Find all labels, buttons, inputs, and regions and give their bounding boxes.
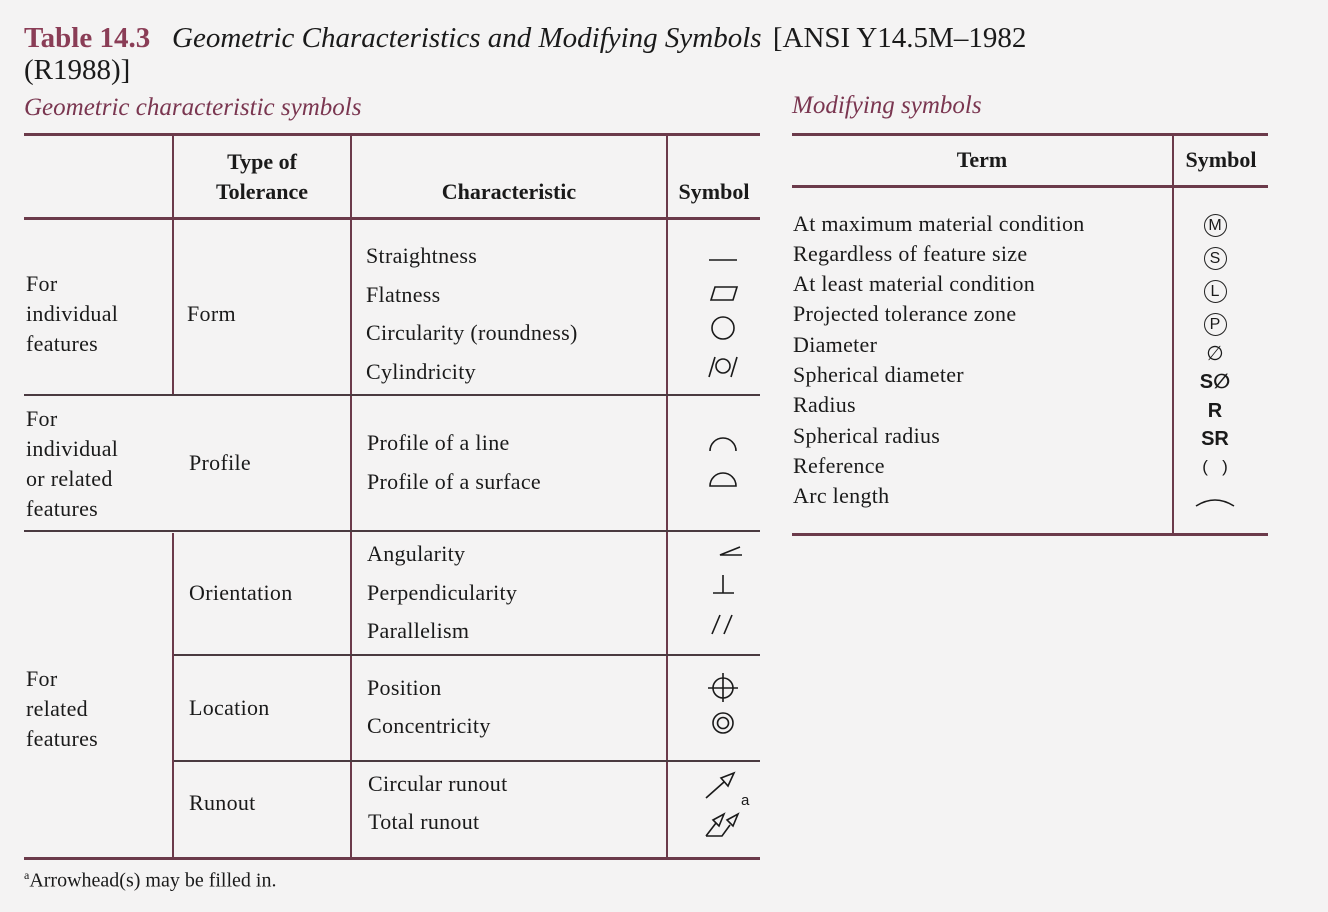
spherical-radius-icon: SR — [1201, 428, 1229, 450]
characteristic-position: Position — [367, 675, 442, 700]
type-profile: Profile — [189, 450, 251, 475]
characteristic-concentricity: Concentricity — [367, 713, 491, 738]
header-line: Type of — [227, 149, 297, 174]
concentricity-icon — [713, 713, 733, 733]
term-spherical-radius: Spherical radius — [793, 423, 941, 448]
top-rule — [792, 133, 1268, 136]
parallelism-icon — [712, 615, 732, 634]
applies-line: or related — [26, 466, 113, 491]
header-rule — [792, 185, 1268, 188]
header-line: Tolerance — [215, 179, 309, 204]
term-mmc: At maximum material condition — [793, 211, 1085, 236]
applies-to-individual — [26, 269, 118, 359]
header-symbol: Symbol — [1185, 147, 1257, 172]
circularity-icon — [712, 317, 734, 339]
term-projected-zone: Projected tolerance zone — [793, 301, 1017, 326]
applies-line: individual — [26, 301, 119, 326]
modifying-caption: Modifying symbols — [792, 92, 982, 119]
applies-line: related — [26, 696, 88, 721]
geometric-caption: Geometric characteristic symbols — [24, 94, 362, 121]
characteristic-straightness: Straightness — [366, 243, 478, 268]
perpendicularity-icon — [713, 575, 734, 593]
characteristic-circularity: Circularity (roundness) — [366, 320, 578, 345]
term-diameter: Diameter — [793, 332, 878, 357]
header-rule — [24, 217, 760, 220]
total-runout-icon — [706, 814, 738, 836]
term-reference: Reference — [793, 453, 885, 478]
diameter-icon: ∅ — [1206, 343, 1224, 365]
cylindricity-icon — [709, 357, 737, 377]
applies-line: For — [26, 666, 58, 691]
radius-icon: R — [1207, 400, 1223, 422]
characteristic-profile-surface: Profile of a surface — [367, 469, 541, 494]
applies-to-related — [26, 664, 98, 754]
circled-l: L — [1204, 280, 1227, 303]
table-standard: [ANSI Y14.5M–1982 — [772, 22, 1027, 54]
header-characteristic: Characteristic — [441, 179, 577, 204]
characteristic-angularity: Angularity — [367, 541, 466, 566]
applies-line: individual — [26, 436, 119, 461]
spherical-diameter-icon: S∅ — [1199, 371, 1231, 393]
rfs-icon — [1185, 241, 1245, 271]
characteristic-profile-line: Profile of a line — [367, 430, 510, 455]
characteristic-total-runout: Total runout — [368, 809, 480, 834]
footnote-marker: a — [24, 868, 30, 882]
type-form: Form — [187, 301, 236, 326]
applies-line: features — [26, 726, 99, 751]
footnote-text: Arrowhead(s) may be filled in. — [29, 869, 277, 892]
characteristic-flatness: Flatness — [366, 282, 441, 307]
characteristic-perpendicularity: Perpendicularity — [367, 580, 518, 605]
flatness-icon — [711, 287, 737, 300]
characteristic-parallelism: Parallelism — [367, 618, 470, 643]
mmc-icon — [1185, 208, 1245, 238]
header-term: Term — [956, 147, 1008, 172]
term-spherical-diameter: Spherical diameter — [793, 362, 964, 387]
circled-p: P — [1204, 313, 1227, 336]
type-runout: Runout — [189, 790, 256, 815]
term-lmc: At least material condition — [793, 271, 1036, 296]
bottom-rule — [24, 857, 760, 860]
circular-runout-icon — [706, 773, 734, 798]
table-title — [24, 22, 1314, 86]
projected-zone-icon — [1185, 307, 1245, 337]
applies-to-individual-or-related — [26, 404, 118, 524]
header-symbol: Symbol — [678, 179, 750, 204]
header-type-of-tolerance — [174, 147, 350, 207]
profile-surface-icon — [710, 473, 736, 486]
divider — [350, 136, 352, 859]
position-icon — [708, 673, 738, 702]
group-rule — [24, 394, 760, 396]
applies-line: features — [26, 331, 99, 356]
type-orientation: Orientation — [189, 580, 293, 605]
circled-s: S — [1204, 247, 1227, 270]
term-radius: Radius — [793, 392, 856, 417]
footnote-marker: a — [741, 792, 750, 809]
applies-line: For — [26, 271, 58, 296]
divider — [1172, 136, 1174, 533]
group-rule — [24, 530, 760, 532]
geometric-symbols — [668, 220, 778, 860]
term-rfs: Regardless of feature size — [793, 241, 1028, 266]
table-name: Geometric Characteristics and Modifying Symbols — [172, 22, 762, 54]
footnote — [24, 868, 276, 893]
bottom-rule — [792, 533, 1268, 536]
type-location: Location — [189, 695, 270, 720]
divider — [172, 533, 174, 859]
arc-length-icon — [1190, 492, 1240, 512]
table-number: Table 14.3 — [24, 22, 151, 54]
characteristic-circular-runout: Circular runout — [368, 771, 508, 796]
characteristic-cylindricity: Cylindricity — [366, 359, 476, 384]
profile-line-icon — [710, 438, 736, 451]
applies-line: For — [26, 406, 58, 431]
top-rule — [24, 133, 760, 136]
reference-icon: ( ) — [1202, 457, 1228, 476]
applies-line: features — [26, 496, 99, 521]
table-revision: (R1988)] — [24, 54, 131, 86]
circled-m: M — [1204, 214, 1227, 237]
lmc-icon — [1185, 274, 1245, 304]
term-arc-length: Arc length — [793, 483, 890, 508]
angularity-icon — [720, 547, 742, 555]
